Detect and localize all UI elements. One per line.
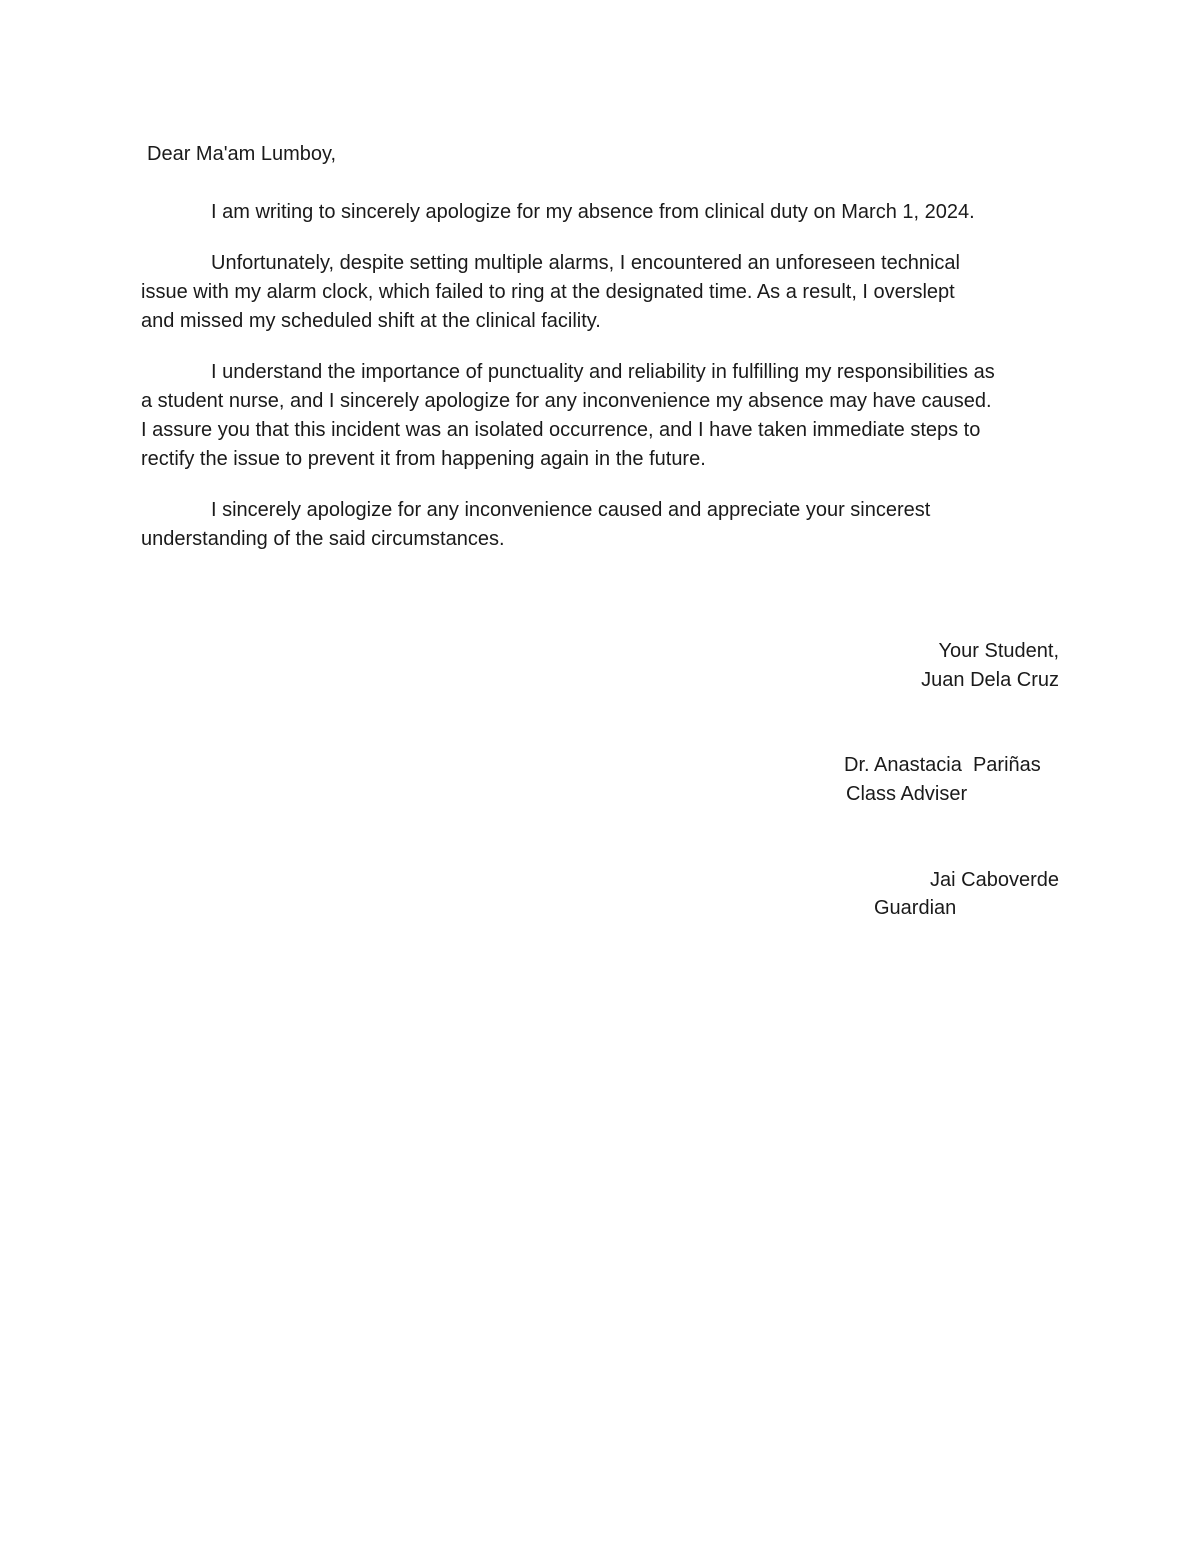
- paragraph-line: I understand the importance of punctuality and reliability in fulfilling my responsibilities as: [211, 361, 995, 383]
- paragraph-line: I assure you that this incident was an isolated occurrence, and I have taken immediate steps to: [141, 419, 981, 441]
- paragraph-closing-apology: [141, 496, 1066, 554]
- paragraph-explanation: [141, 249, 1066, 336]
- paragraph-line: a student nurse, and I sincerely apologize for any inconvenience my absence may have caused.: [141, 390, 992, 412]
- guardian-title: Guardian: [874, 897, 957, 919]
- paragraph-line: rectify the issue to prevent it from happening again in the future.: [141, 448, 706, 470]
- adviser-name: Dr. Anastacia Pariñas: [844, 754, 1041, 776]
- paragraph-line: Unfortunately, despite setting multiple alarms, I encountered an unforeseen technical: [211, 252, 960, 274]
- paragraph-line: understanding of the said circumstances.: [141, 528, 505, 550]
- complimentary-close: Your Student,: [938, 640, 1059, 662]
- paragraph-line: and missed my scheduled shift at the clinical facility.: [141, 310, 601, 332]
- guardian-name: Jai Caboverde: [930, 869, 1059, 891]
- paragraph-line: I sincerely apologize for any inconvenience caused and appreciate your sincerest: [211, 499, 931, 521]
- paragraph-line: issue with my alarm clock, which failed to ring at the designated time. As a result, I overslept: [141, 281, 955, 303]
- sender-name: Juan Dela Cruz: [921, 669, 1059, 691]
- paragraph-absence-statement: I am writing to sincerely apologize for my absence from clinical duty on March 1, 2024.: [211, 201, 975, 223]
- paragraph-responsibility: [141, 358, 1071, 474]
- adviser-title: Class Adviser: [846, 783, 968, 805]
- salutation: Dear Ma'am Lumboy,: [147, 143, 337, 165]
